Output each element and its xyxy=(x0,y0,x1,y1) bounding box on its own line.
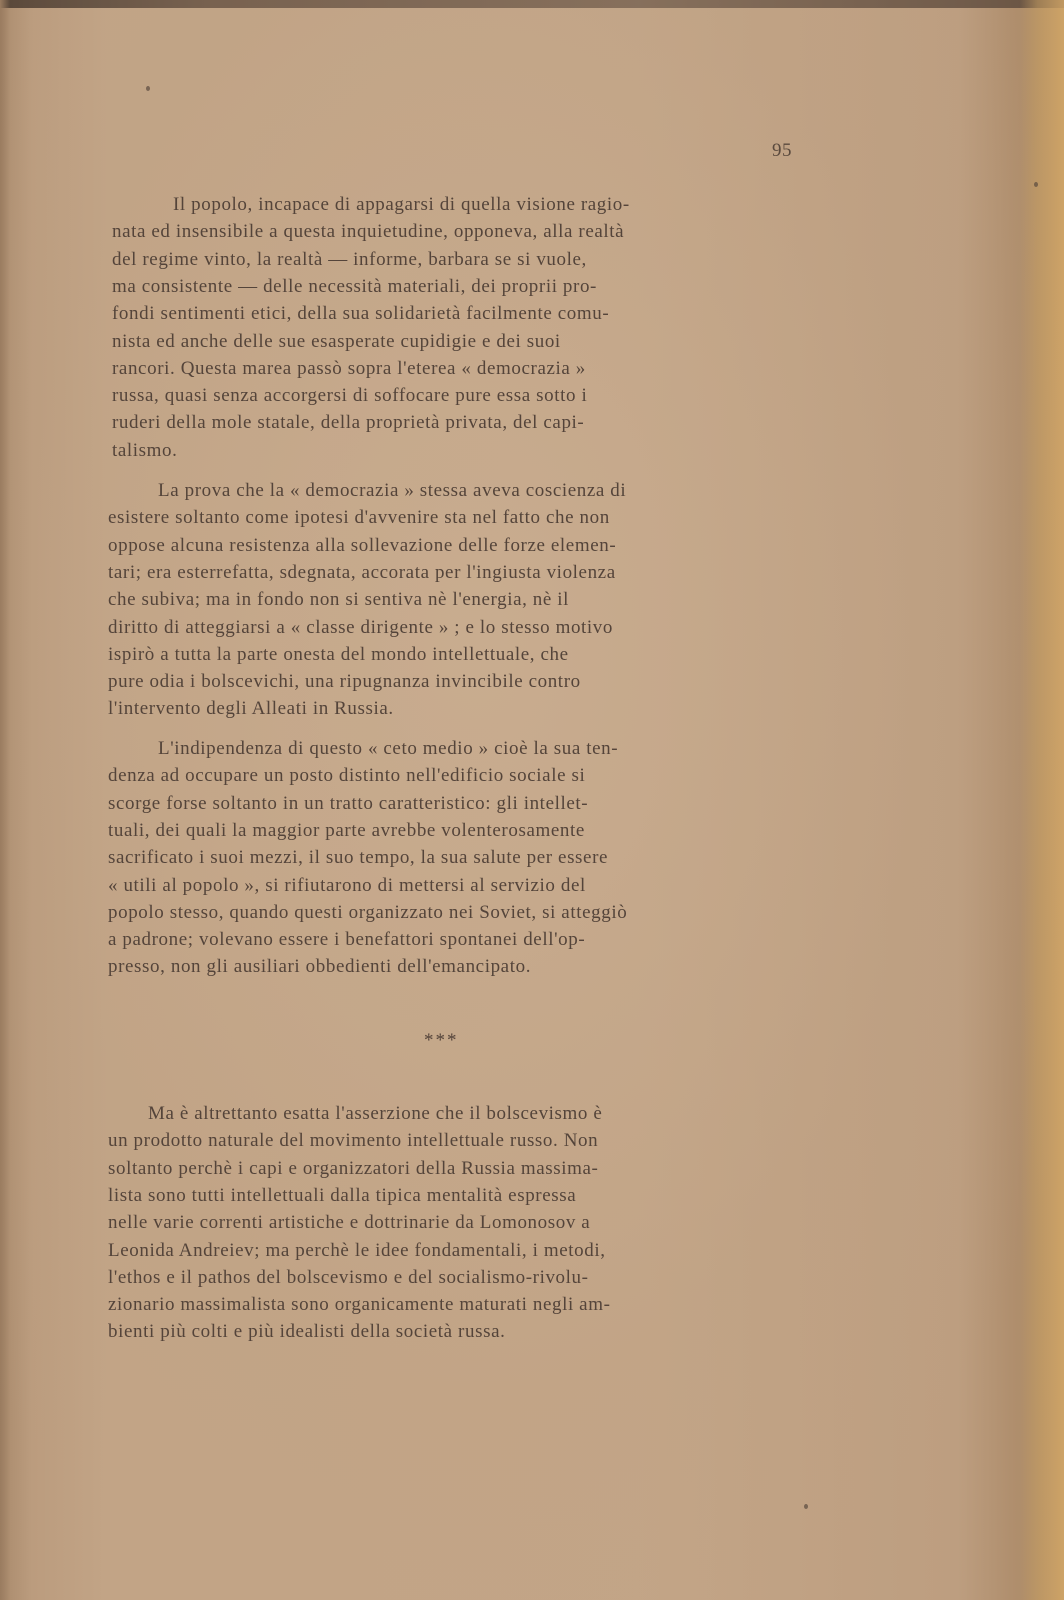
text-line: L'indipendenza di questo « ceto medio » cioè la sua ten- xyxy=(158,738,619,759)
text-line: bienti più colti e più idealisti della società russa. xyxy=(108,1321,506,1343)
text-line: ruderi della mole statale, della proprietà privata, del capi- xyxy=(112,412,585,434)
text-line: soltanto perchè i capi e organizzatori della Russia massima- xyxy=(108,1157,599,1179)
text-line: nelle varie correnti artistiche e dottrinarie da Lomonosov a xyxy=(108,1212,591,1234)
text-line: talismo. xyxy=(112,439,178,461)
section-separator: *** xyxy=(424,1030,459,1051)
text-line: nata ed insensibile a questa inquietudine, opponeva, alla realtà xyxy=(112,221,625,243)
text-line: denza ad occupare un posto distinto nell'edificio sociale si xyxy=(108,765,586,787)
text-line: esistere soltanto come ipotesi d'avvenire sta nel fatto che non xyxy=(108,507,610,529)
text-line: un prodotto naturale del movimento intellettuale russo. Non xyxy=(108,1130,599,1152)
text-line: russa, quasi senza accorgersi di soffocare pure essa sotto i xyxy=(112,385,588,407)
text-line: « utili al popolo », si rifiutarono di mettersi al servizio del xyxy=(108,874,586,896)
text-line: Leonida Andreiev; ma perchè le idee fondamentali, i metodi, xyxy=(108,1239,606,1261)
text-line: pure odia i bolscevichi, una ripugnanza invincibile contro xyxy=(108,671,581,693)
text-line: nista ed anche delle sue esasperate cupidigie e dei suoi xyxy=(112,330,561,352)
text-line: rancori. Questa marea passò sopra l'eterea « democrazia » xyxy=(112,357,586,379)
text-line: scorge forse soltanto in un tratto caratteristico: gli intellet- xyxy=(108,792,589,814)
text-line: zionario massimalista sono organicamente maturati negli am- xyxy=(108,1294,611,1316)
page-left-edge xyxy=(0,0,10,1600)
ink-speck xyxy=(146,86,150,91)
text-line: tari; era esterrefatta, sdegnata, accorata per l'ingiusta violenza xyxy=(108,561,616,583)
ink-speck xyxy=(1034,182,1038,187)
text-line: Il popolo, incapace di appagarsi di quella visione ragio- xyxy=(173,194,630,215)
text-line: presso, non gli ausiliari obbedienti dell'emancipato. xyxy=(108,956,532,978)
text-line: popolo stesso, quando questi organizzato nei Soviet, si atteggiò xyxy=(108,901,628,923)
text-line: lista sono tutti intellettuali dalla tipica mentalità espressa xyxy=(108,1184,577,1206)
page-number: 95 xyxy=(772,140,792,161)
text-line: tuali, dei quali la maggior parte avrebbe volenterosamente xyxy=(108,819,585,841)
text-line: diritto di atteggiarsi a « classe dirigente » ; e lo stesso motivo xyxy=(108,616,614,638)
text-line: Ma è altrettanto esatta l'asserzione che il bolscevismo è xyxy=(148,1103,603,1124)
text-line: che subiva; ma in fondo non si sentiva nè l'energia, nè il xyxy=(108,589,570,611)
page-top-edge xyxy=(0,0,1064,8)
text-line: sacrificato i suoi mezzi, il suo tempo, la sua salute per essere xyxy=(108,847,609,869)
ink-speck xyxy=(804,1504,808,1509)
text-line: del regime vinto, la realtà — informe, barbara se si vuole, xyxy=(112,248,587,270)
text-line: l'intervento degli Alleati in Russia. xyxy=(108,698,394,720)
text-line: a padrone; volevano essere i benefattori spontanei dell'op- xyxy=(108,929,586,951)
text-line: ispirò a tutta la parte onesta del mondo intellettuale, che xyxy=(108,643,569,665)
text-line: ma consistente — delle necessità materiali, dei proprii pro- xyxy=(112,275,597,297)
text-line: fondi sentimenti etici, della sua solidarietà facilmente comu- xyxy=(112,303,610,325)
text-line: La prova che la « democrazia » stessa aveva coscienza di xyxy=(158,480,627,501)
page-right-edge xyxy=(1020,0,1064,1600)
text-line: oppose alcuna resistenza alla sollevazione delle forze elemen- xyxy=(108,534,617,556)
text-line: l'ethos e il pathos del bolscevismo e del socialismo-rivolu- xyxy=(108,1266,589,1288)
